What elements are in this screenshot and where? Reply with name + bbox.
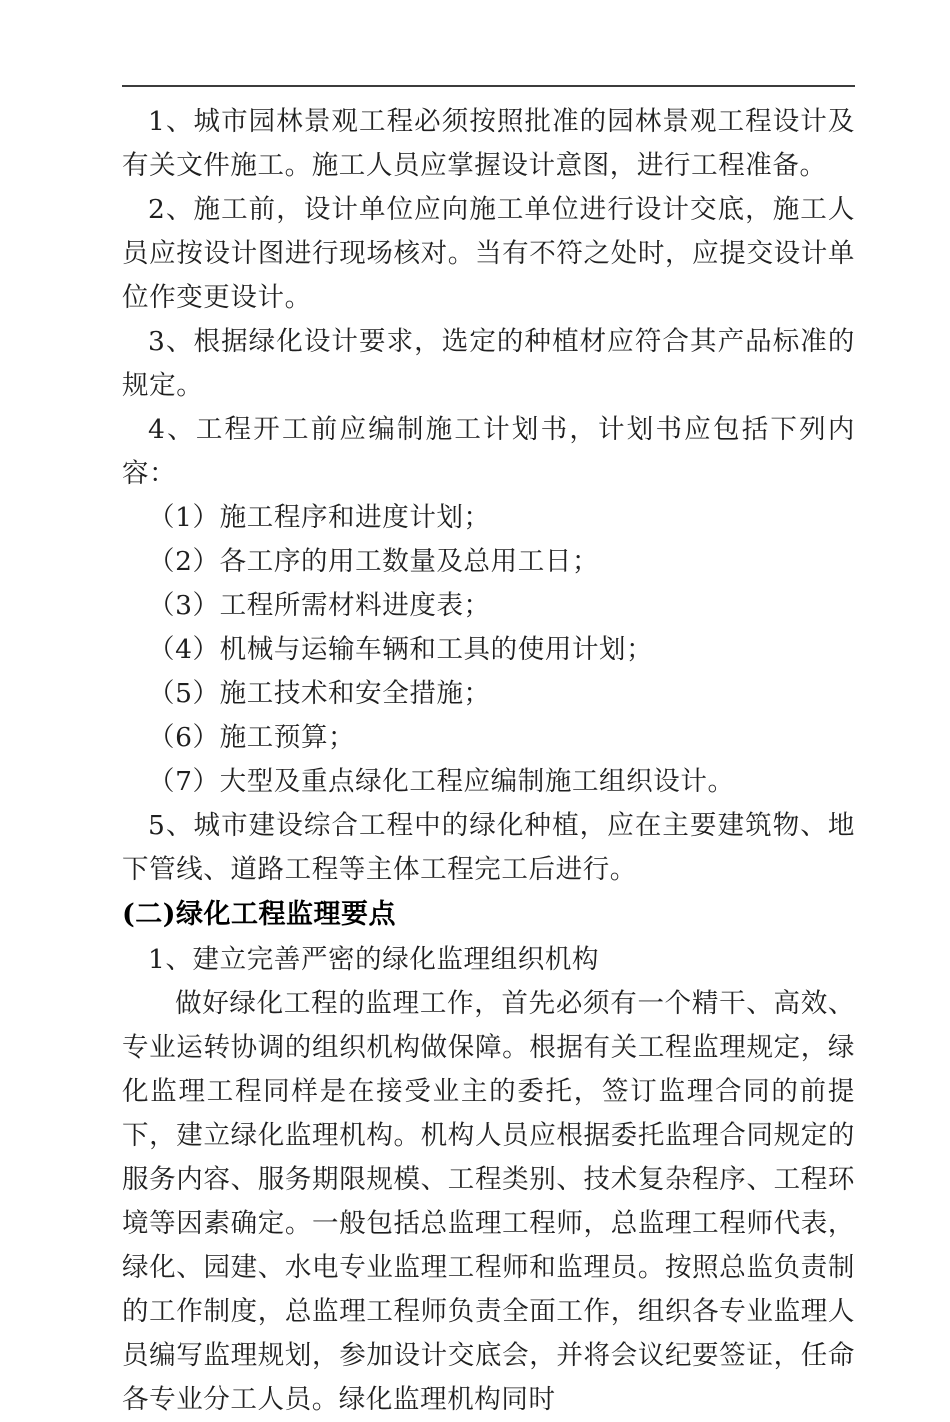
numbered-item-4: 4、工程开工前应编制施工计划书，计划书应包括下列内容： [122,414,855,489]
sub-item-2: （2）各工序的用工数量及总用工日； [148,546,600,577]
sub-item-4: （4）机械与运输车辆和工具的使用计划； [148,634,654,665]
numbered-item-1: 1、城市园林景观工程必须按照批准的园林景观工程设计及有关文件施工。施工人员应掌握设计意图，进行工程准备。 [122,106,855,181]
numbered-item-3: 3、根据绿化设计要求，选定的种植材应符合其产品标准的规定。 [122,326,855,401]
numbered-item-5: 5、城市建设综合工程中的绿化种植，应在主要建筑物、地下管线、道路工程等主体工程完工后进行。 [122,810,855,885]
numbered-item-b1: 1、建立完善严密的绿化监理组织机构 [148,944,600,975]
sub-item-1: （1）施工程序和进度计划； [148,502,491,533]
body-paragraph-1: 做好绿化工程的监理工作，首先必须有一个精干、高效、专业运转协调的组织机构做保障。根据有关工程监理规定，绿化监理工程同样是在接受业主的委托，签订监理合同的前提下，建立绿化监理机构。机构人员应根据委托监理合同规定的服务内容、服务期限规模、工程类别、技术复杂程序、工程环境等因素确定。一般包括总监理工程师，总监理工程师代表，绿化、园建、水电专业监理工程师和监理员。按照总监负责制的工作制度，总监理工程师负责全面工作，组织各专业监理人员编写监理规划，参加设计交底会，并将会议纪要签证，任命各专业分工人员。绿化监理机构同时 [122,988,855,1415]
sub-item-5: （5）施工技术和安全措施； [148,678,491,709]
section-heading: (二)绿化工程监理要点 [122,899,397,930]
numbered-item-2: 2、施工前，设计单位应向施工单位进行设计交底，施工人员应按设计图进行现场核对。当有不符之处时，应提交设计单位作变更设计。 [122,194,855,313]
sub-item-7: （7）大型及重点绿化工程应编制施工组织设计。 [148,766,735,797]
sub-item-6: （6）施工预算； [148,722,356,753]
header-divider [122,85,855,87]
document-body [122,100,855,1422]
sub-item-3: （3）工程所需材料进度表； [148,590,491,621]
